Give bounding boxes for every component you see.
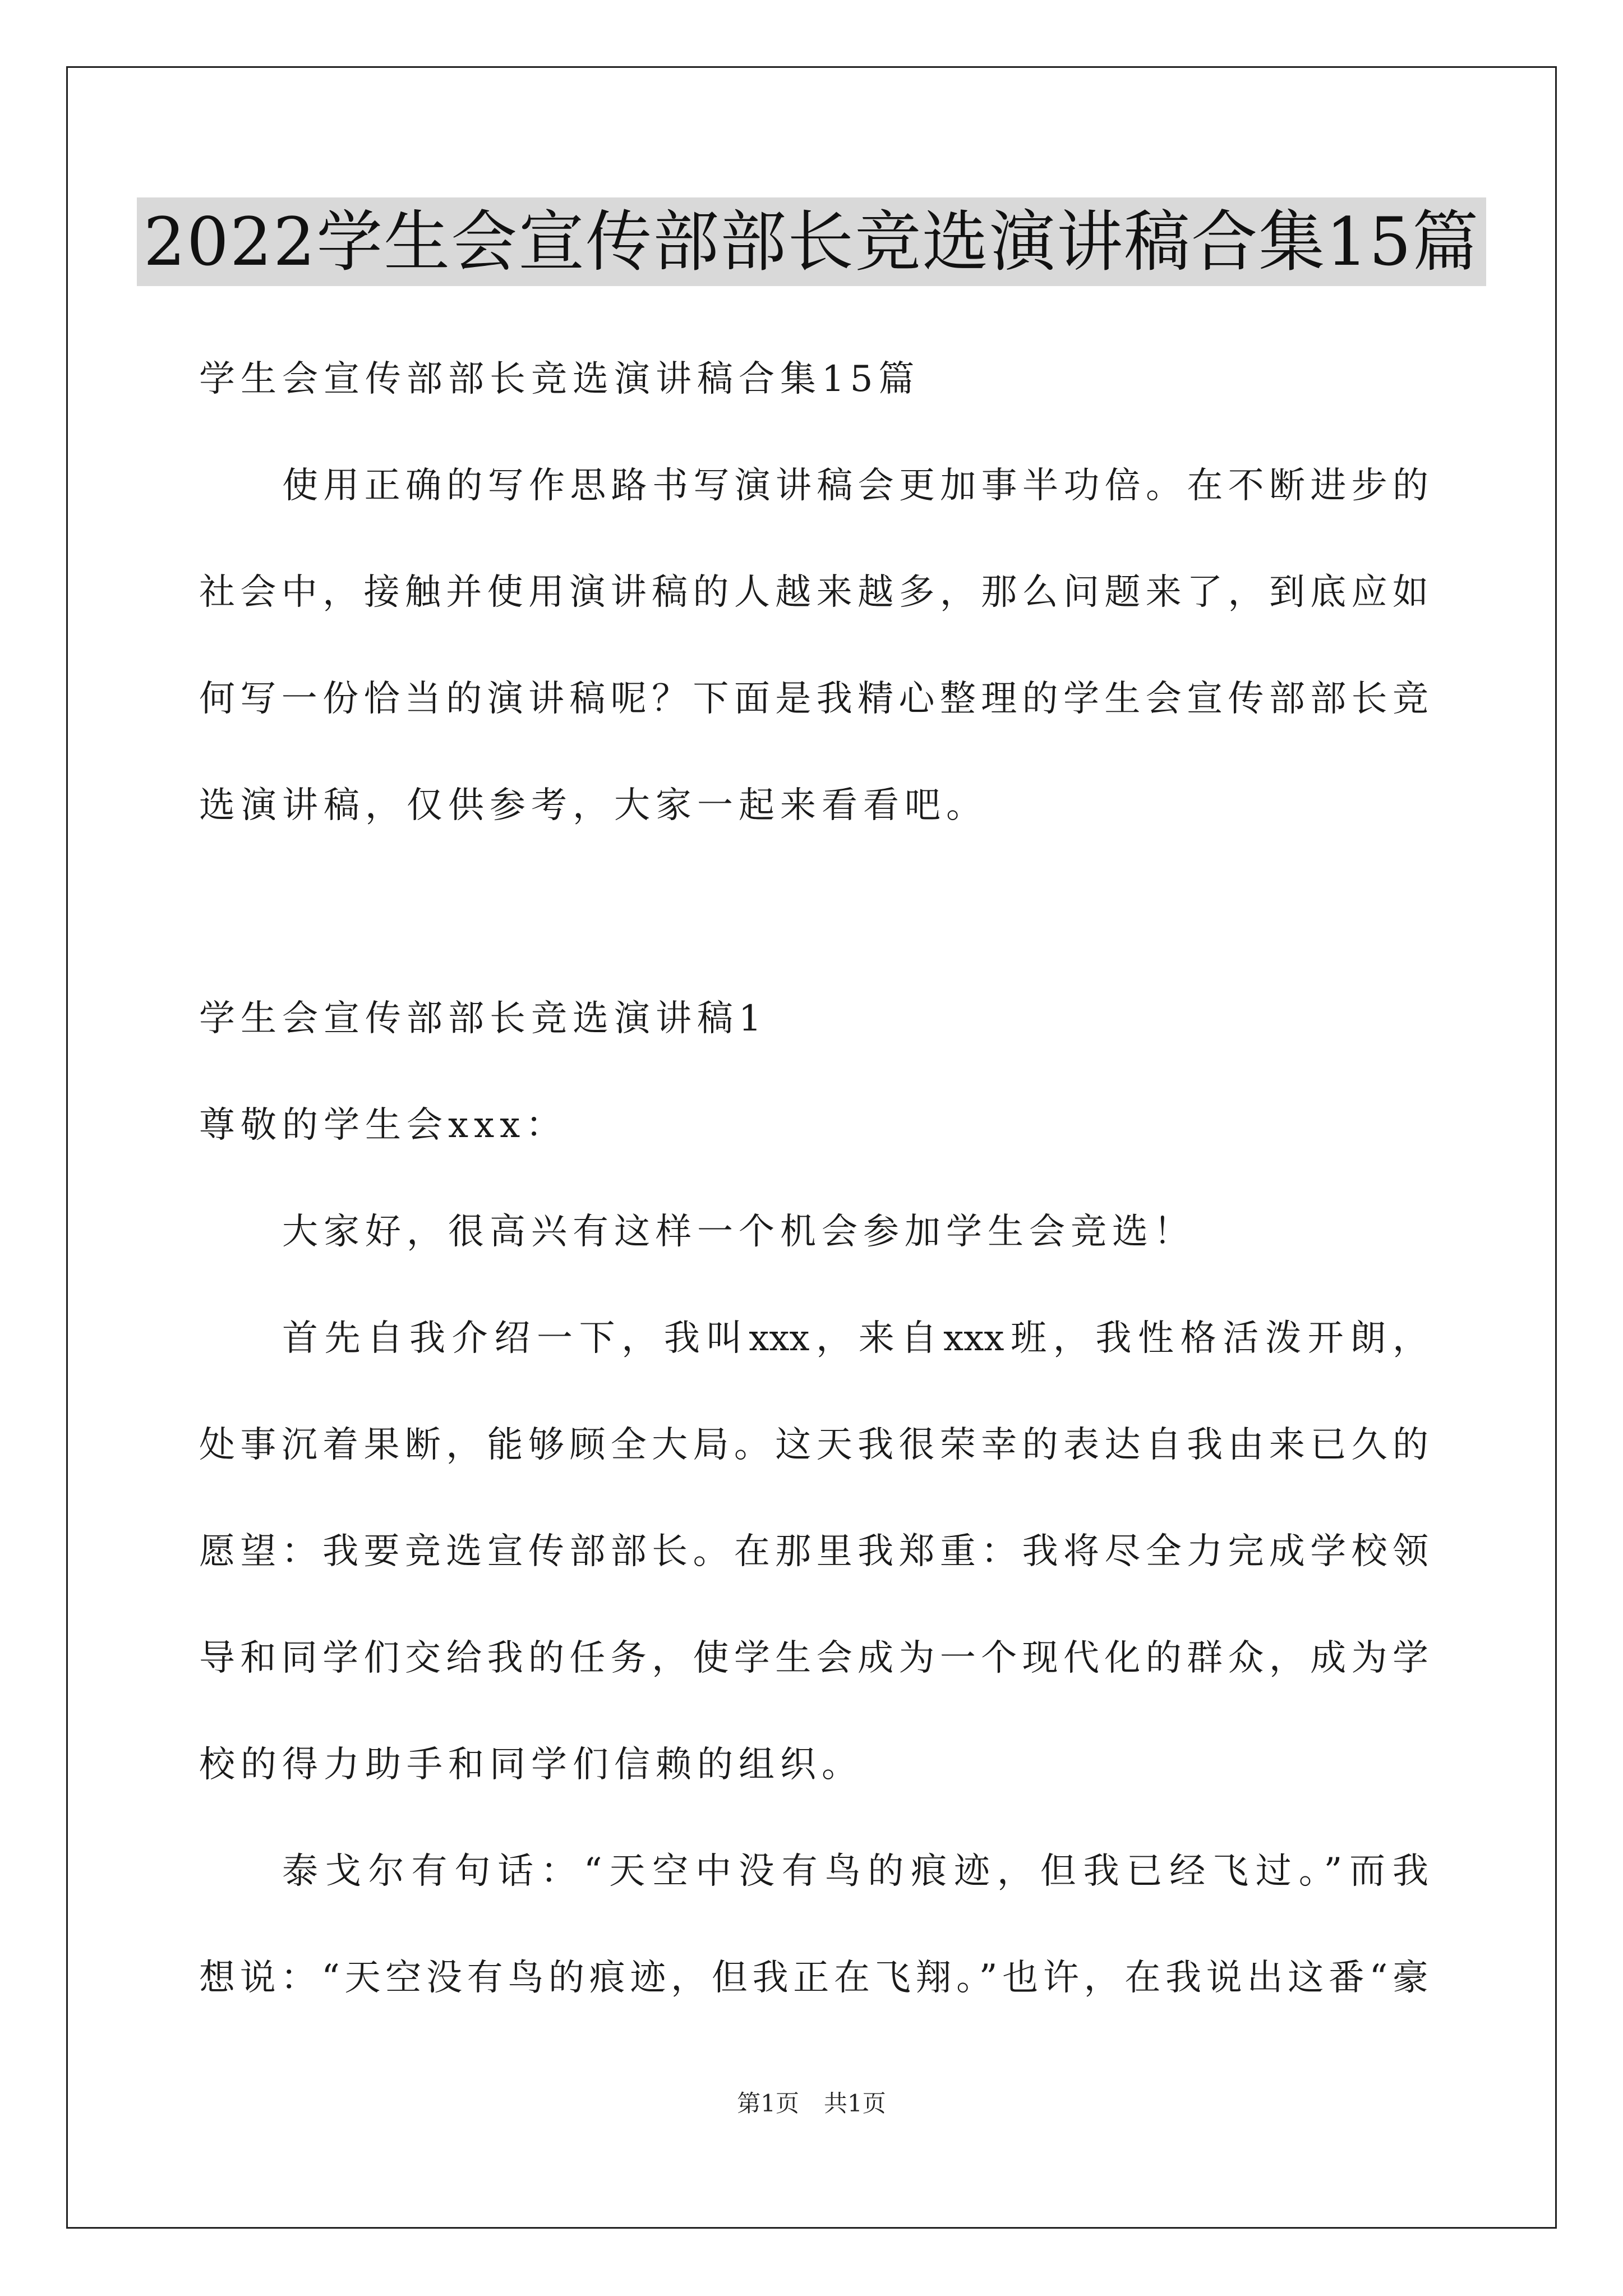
- paragraph-line: 处事沉着果断，能够顾全大局。这天我很荣幸的表达自我由来已久的: [199, 1424, 1428, 1466]
- page-total: 共1页: [824, 2090, 886, 2117]
- page-number: 第1页: [737, 2090, 799, 2117]
- paragraph-line: 校的得力助手和同学们信赖的组织。: [199, 1744, 863, 1786]
- paragraph-line: 想说：“天空没有鸟的痕迹，但我正在飞翔。”也许，在我说出这番“豪: [199, 1957, 1428, 1999]
- greeting-line: 大家好，很高兴有这样一个机会参加学生会竞选！: [282, 1211, 1195, 1253]
- document-title: 2022学生会宣传部部长竞选演讲稿合集15篇: [137, 197, 1486, 286]
- paragraph-line: 首先自我介绍一下，我叫xxx，来自xxx班，我性格活泼开朗，: [282, 1318, 1428, 1359]
- intro-line: 社会中，接触并使用演讲稿的人越来越多，那么问题来了，到底应如: [199, 572, 1428, 613]
- intro-line: 何写一份恰当的演讲稿呢？下面是我精心整理的学生会宣传部部长竞: [199, 678, 1428, 720]
- section-heading: 学生会宣传部部长竞选演讲稿1: [199, 998, 767, 1039]
- document-subtitle: 学生会宣传部部长竞选演讲稿合集15篇: [199, 358, 920, 400]
- paragraph-line: 导和同学们交给我的任务，使学生会成为一个现代化的群众，成为学: [199, 1637, 1428, 1679]
- paragraph-line: 泰戈尔有句话：“天空中没有鸟的痕迹，但我已经飞过。”而我: [282, 1851, 1428, 1892]
- intro-line: 选演讲稿，仅供参考，大家一起来看看吧。: [199, 785, 988, 826]
- paragraph-line: 愿望：我要竞选宣传部部长。在那里我郑重：我将尽全力完成学校领: [199, 1531, 1428, 1572]
- intro-line: 使用正确的写作思路书写演讲稿会更加事半功倍。在不断进步的: [282, 465, 1428, 507]
- title-container: [0, 197, 1623, 286]
- page-footer: [0, 2088, 1623, 2119]
- salutation: 尊敬的学生会xxx：: [199, 1105, 568, 1146]
